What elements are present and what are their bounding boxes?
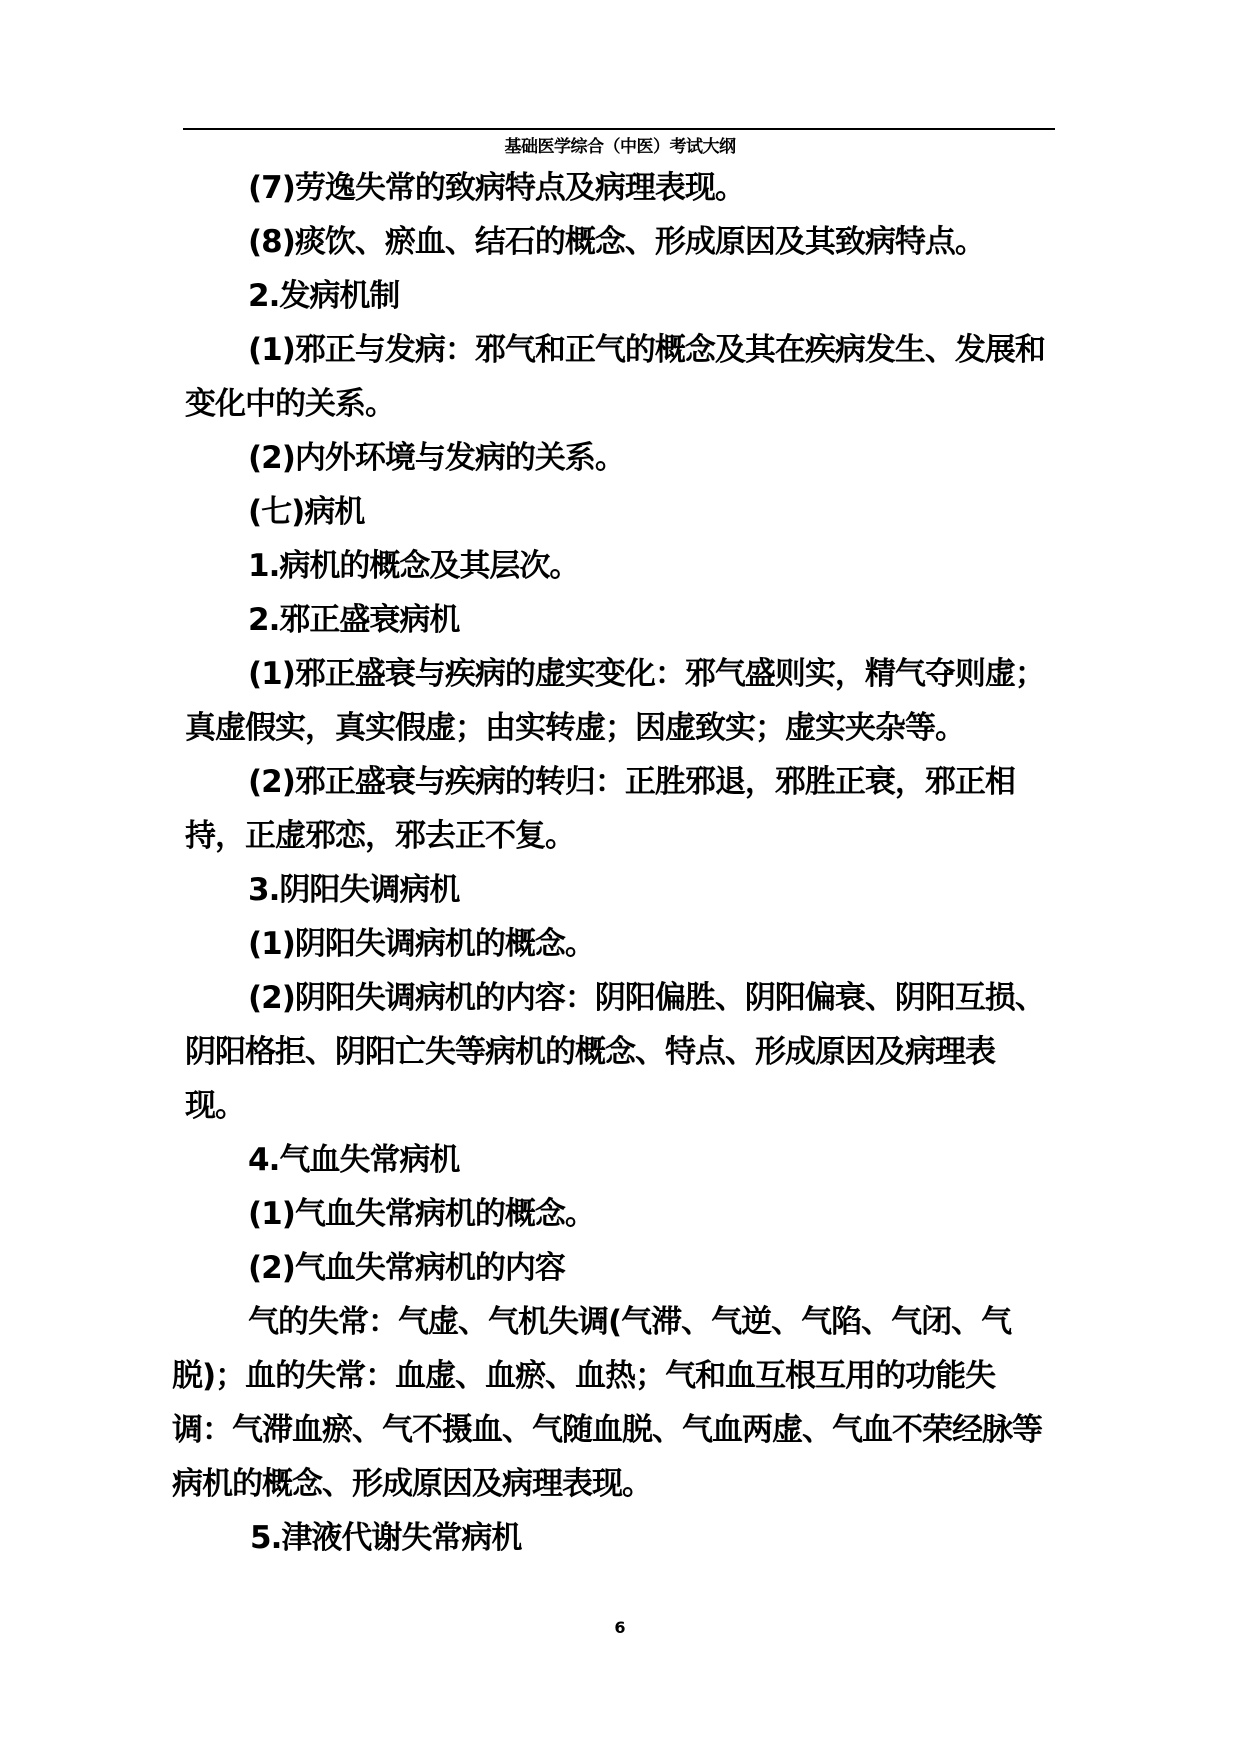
text-line: (1)邪正盛衰与疾病的虚实变化：邪气盛则实，精气夺则虚；	[248, 656, 1045, 692]
text-line: 2.发病机制	[248, 278, 400, 314]
text-line: 脱)；血的失常：血虚、血瘀、血热；气和血互根互用的功能失	[172, 1358, 996, 1394]
text-line: 气的失常：气虚、气机失调(气滞、气逆、气陷、气闭、气	[248, 1304, 1012, 1340]
running-header-title: 基础医学综合（中医）考试大纲	[504, 137, 736, 157]
text-line: 持，正虚邪恋，邪去正不复。	[185, 818, 575, 854]
text-line: (2)气血失常病机的内容	[248, 1250, 565, 1286]
text-line: 阴阳格拒、阴阳亡失等病机的概念、特点、形成原因及病理表	[185, 1034, 995, 1070]
text-line: 真虚假实，真实假虚；由实转虚；因虚致实；虚实夹杂等。	[185, 710, 965, 746]
text-line: (1)气血失常病机的概念。	[248, 1196, 595, 1232]
text-line: (七)病机	[248, 494, 365, 530]
text-line: 4.气血失常病机	[248, 1142, 460, 1178]
text-line: 1.病机的概念及其层次。	[248, 548, 580, 584]
text-line: (2)内外环境与发病的关系。	[248, 440, 625, 476]
text-line: (1)邪正与发病：邪气和正气的概念及其在疾病发生、发展和	[248, 332, 1045, 368]
text-line: 2.邪正盛衰病机	[248, 602, 460, 638]
page-number: 6	[614, 1618, 626, 1637]
header-rule	[183, 128, 1055, 130]
text-line: (1)阴阳失调病机的概念。	[248, 926, 595, 962]
text-line: 5.津液代谢失常病机	[250, 1520, 522, 1556]
text-line: (2)邪正盛衰与疾病的转归：正胜邪退，邪胜正衰，邪正相	[248, 764, 1015, 800]
text-line: 现。	[185, 1088, 245, 1124]
text-line: (7)劳逸失常的致病特点及病理表现。	[248, 170, 745, 206]
text-line: 调：气滞血瘀、气不摄血、气随血脱、气血两虚、气血不荣经脉等	[172, 1412, 1042, 1448]
text-line: 变化中的关系。	[185, 386, 395, 422]
text-line: (8)痰饮、瘀血、结石的概念、形成原因及其致病特点。	[248, 224, 985, 260]
text-line: 3.阴阳失调病机	[248, 872, 460, 908]
text-line: 病机的概念、形成原因及病理表现。	[172, 1466, 652, 1502]
text-line: (2)阴阳失调病机的内容：阴阳偏胜、阴阳偏衰、阴阳互损、	[248, 980, 1045, 1016]
